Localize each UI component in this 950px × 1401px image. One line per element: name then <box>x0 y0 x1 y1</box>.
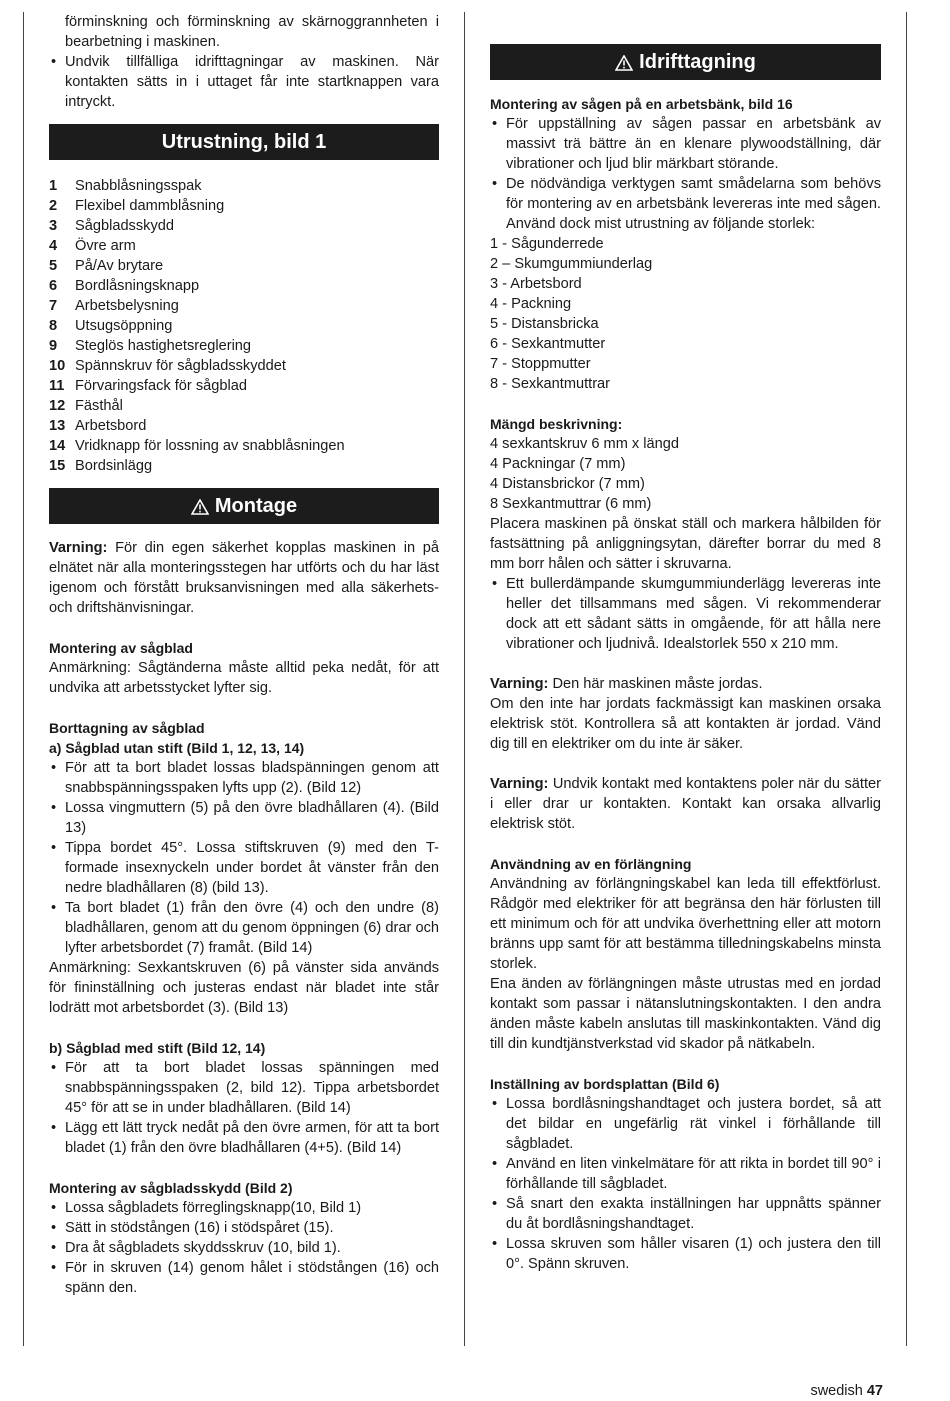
list-item: 8 Utsugsöppning <box>49 318 173 334</box>
intro-bullet: • Undvik tillfälliga idrifttagningar av maskinen. När kontakten sätts in i uttaget får inte startknappen vara intryckt. <box>49 52 439 112</box>
quantity-heading: Mängd beskrivning: <box>490 416 623 432</box>
list-item: • Dra åt sågbladets skyddsskruv (10, bild 1). <box>49 1238 439 1258</box>
equipment-heading-bar <box>49 124 439 160</box>
list-item: • Använd en liten vinkelmätare för att rikta in bordet till 90° i förhållande till sågbladet. <box>490 1154 881 1194</box>
parts-list <box>490 234 881 394</box>
list-item: 9 Steglös hastighetsreglering <box>49 338 252 354</box>
page-footer <box>810 1381 883 1401</box>
list-item: 7 - Stoppmutter <box>490 356 591 372</box>
equipment-list <box>49 176 439 476</box>
right-column <box>490 44 881 1274</box>
list-item: • Ett bullerdämpande skumgummiunderlägg levereras inte heller det tillsammans med sågen. Vi rekommenderar dock att ett sådant sätts in omgående, för att hålla nere vibrationer och ljudnivå. Idealstorlek 550 x 210 mm. <box>490 574 881 654</box>
list-item: 7 Arbetsbelysning <box>49 298 179 314</box>
list-item: 4 Övre arm <box>49 238 136 254</box>
list-item: • Lossa bordlåsningshandtaget och justera bordet, så att det bildar en ungefärlig rät vinkel i förhållande till sågbladet. <box>490 1094 881 1154</box>
idrifttagning-heading-bar <box>490 44 881 80</box>
montage-title: Montage <box>214 495 298 517</box>
list-item: 1 Snabblåsningsspak <box>49 178 202 194</box>
list-item: 1 - Sågunderrede <box>490 236 604 252</box>
table-setting-heading: Inställning av bordsplattan (Bild 6) <box>490 1076 720 1092</box>
mount-blade-note: Anmärkning: Sågtänderna måste alltid peka nedåt, för att undvika att arbetsstycket lyfter sig. <box>49 660 439 696</box>
intro-continuation: förminskning och förminskning av skärnoggrannheten i bearbetning i maskinen. <box>65 14 439 50</box>
list-item: 3 - Arbetsbord <box>490 276 582 292</box>
grounding-text: Om den inte har jordats fackmässigt kan maskinen orsaka elektrisk stöt. Kontrollera så att kontakten är jordad. Vänd dig till en elektriker om du inte är säker. <box>490 696 881 752</box>
list-item: • För uppställning av sågen passar en arbetsbänk av massivt trä bättre än en klenare plywoodställning, där vibrationer och ljud blir märkbart störande. <box>490 114 881 174</box>
list-item: 5 - Distansbricka <box>490 316 599 332</box>
list-item: 15 Bordsinlägg <box>49 458 153 474</box>
list-item: 8 Sexkantmuttrar (6 mm) <box>490 496 652 512</box>
sub-b-heading: b) Sågblad med stift (Bild 12, 14) <box>49 1040 266 1056</box>
left-margin-rule <box>23 12 24 1346</box>
extension-heading: Användning av en förlängning <box>490 856 692 872</box>
sub-a-note: Anmärkning: Sexkantskruven (6) på vänster sida används för fininställning och justeras endast när bladet inte står lodrätt mot arbetsbordet (3). (Bild 13) <box>49 960 439 1016</box>
list-item: 8 - Sexkantmuttrar <box>490 376 611 392</box>
list-item: 3 Sågbladsskydd <box>49 218 174 234</box>
warning-triangle-icon <box>191 491 209 527</box>
contact-warning: Varning: Undvik kontakt med kontaktens poler när du sätter i eller drar ur kontakten. Kontakt kan orsaka allvarlig elektrisk stöt. <box>490 776 881 832</box>
bench-heading: Montering av sågen på en arbetsbänk, bild 16 <box>490 96 793 112</box>
sub-a-heading: a) Sågblad utan stift (Bild 1, 12, 13, 14) <box>49 740 305 756</box>
extension-text-2: Ena änden av förlängningen måste utrustas med en jordad kontakt som passar i nätanslutningskontakten. I den andra änden måste kabeln anslutas till maskinkontakten. Vänd dig till din kundtjänstverkstad vid skador på nätkabeln. <box>490 976 881 1052</box>
list-item: 6 - Sexkantmutter <box>490 336 606 352</box>
list-item: • För att ta bort bladet lossas bladspänningen genom att snabbspänningsspaken lyfts upp (2). (Bild 12) <box>49 758 439 798</box>
list-item: • De nödvändiga verktygen samt smådelarna som behövs för montering av en arbetsbänk levereras inte med sågen. Använd dock mist utrustning av följande storlek: <box>490 174 881 234</box>
list-item: 13 Arbetsbord <box>49 418 147 434</box>
equipment-title: Utrustning, bild 1 <box>161 131 327 153</box>
list-item: • Lägg ett lätt tryck nedåt på den övre armen, för att ta bort bladet (1) från den övre bladhållaren (4+5). (Bild 14) <box>49 1118 439 1158</box>
list-item: • Lossa vingmuttern (5) på den övre bladhållaren (4). (Bild 13) <box>49 798 439 838</box>
remove-blade-heading: Borttagning av sågblad <box>49 720 205 736</box>
list-item: • Lossa sågbladets förreglingsknapp(10, Bild 1) <box>49 1198 439 1218</box>
list-item: 6 Bordlåsningsknapp <box>49 278 200 294</box>
list-item: 4 Distansbrickor (7 mm) <box>490 476 645 492</box>
right-margin-rule <box>906 12 907 1346</box>
list-item: 12 Fästhål <box>49 398 123 414</box>
list-item: • Ta bort bladet (1) från den övre (4) och den undre (8) bladhållaren, genom att du genom öppningen (6) drar och lyfter arbetsbordet (7) framåt. (Bild 14) <box>49 898 439 958</box>
list-item: 4 sexkantskruv 6 mm x längd <box>490 436 679 452</box>
list-item: 4 - Packning <box>490 296 572 312</box>
montage-heading-bar <box>49 488 439 524</box>
list-item: • Lossa skruven som håller visaren (1) och justera den till 0°. Spänn skruven. <box>490 1234 881 1274</box>
list-item: • Tippa bordet 45°. Lossa stiftskruven (9) med den T-formade insexnyckeln under bordet åt vänster från den nedre bladhållaren (8) (bild 13). <box>49 838 439 898</box>
list-item: 4 Packningar (7 mm) <box>490 456 626 472</box>
extension-text-1: Användning av förlängningskabel kan leda till effektförlust. Rådgör med elektriker för att begränsa den här förlusten till ett minimum och för att undvika överhettning eller att motorn bränns upp samt för att bestämma tilledningskabelns minsta storlek. <box>490 876 881 972</box>
list-item: • För in skruven (14) genom hålet i stödstången (16) och spänn den. <box>49 1258 439 1298</box>
list-item: 2 – Skumgummiunderlag <box>490 256 653 272</box>
idrifttagning-title: Idrifttagning <box>639 51 756 73</box>
footer-language: swedish <box>810 1383 863 1399</box>
montage-warning: Varning: För din egen säkerhet kopplas maskinen in på elnätet när alla monteringsstegen har utförts och du har läst igenom och förstått bruksanvisningen med alla säkerhets- och driftshänvisningar. <box>49 540 439 616</box>
grounding-warning: Varning: Den här maskinen måste jordas. <box>490 676 763 692</box>
placement-text: Placera maskinen på önskat ställ och markera hålbilden för fastsättning på anliggningsytan, därefter borrar du med 8 mm borr hålen och sätter i skruvarna. <box>490 516 881 572</box>
list-item: 14 Vridknapp för lossning av snabblåsningen <box>49 438 345 454</box>
list-item: • Sätt in stödstången (16) i stödspåret (15). <box>49 1218 439 1238</box>
mount-blade-heading: Montering av sågblad <box>49 640 193 656</box>
column-divider <box>464 12 465 1346</box>
list-item: 11 Förvaringsfack för sågblad <box>49 378 247 394</box>
list-item: 5 På/Av brytare <box>49 258 164 274</box>
list-item: • För att ta bort bladet lossas spänningen med snabbspänningsspaken (2, bild 12). Tippa arbetsbordet 45° för att se in under bladhållaren. (Bild 14) <box>49 1058 439 1118</box>
page-number: 47 <box>866 1383 883 1399</box>
list-item: 10 Spännskruv för sågbladsskyddet <box>49 358 286 374</box>
guard-heading: Montering av sågbladsskydd (Bild 2) <box>49 1180 293 1196</box>
warning-triangle-icon <box>615 47 633 83</box>
list-item: 2 Flexibel dammblåsning <box>49 198 225 214</box>
left-column <box>49 12 439 1298</box>
list-item: • Så snart den exakta inställningen har uppnåtts spänner du åt bordlåsningshandtaget. <box>490 1194 881 1234</box>
